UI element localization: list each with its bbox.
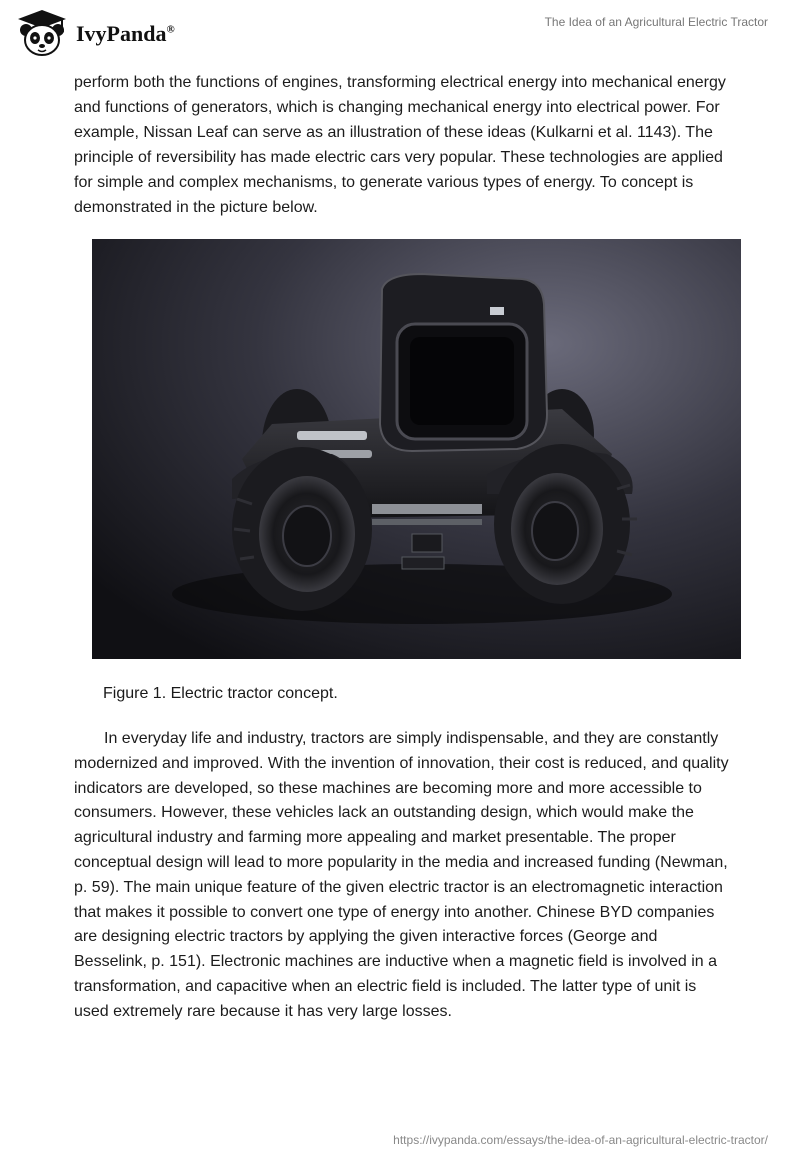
figure-caption: Figure 1. Electric tractor concept.	[103, 685, 338, 702]
panda-graduate-icon	[14, 8, 70, 58]
brand-name: IvyPanda®	[76, 21, 175, 46]
main-paragraph: In everyday life and industry, tractors are simply indispensable, and they are constantly modernized and improved. With the invention of innovation, their cost is reduced, and quality indicators are developed, so these machines are becoming more and more accessible to consumers. However, these vehicles lack an outstanding design, which would make the agricultural industry and farming more appealing and market presentable. The proper conceptual design will lead to more popularity in the media and increased funding (Newman, p. 59). The main unique feature of the given electric tractor is an electromagnetic interaction that makes it possible to convert one type of energy into another. Chinese BYD companies are designing electric tractors by applying the given interactive forces (George and Besselink, p. 151). Electronic machines are inductive when a magnetic field is involved in a transformation, and capacitive when an electric field is included. The latter type of unit is used extremely rare because it has very large losses.	[74, 730, 729, 1020]
page-header	[0, 0, 800, 62]
intro-section	[74, 70, 734, 220]
main-section	[74, 727, 734, 1025]
source-url-link[interactable]: https://ivypanda.com/essays/the-idea-of-an-agricultural-electric-tractor/	[393, 1133, 768, 1147]
intro-paragraph: perform both the functions of engines, transforming electrical energy into mechanical energy and functions of generators, which is changing mechanical energy into electrical power. For example, Nissan Leaf can serve as an illustration of these ideas (Kulkarni et al. 1143). The principle of reversibility has made electric cars very popular. These technologies are applied for simple and complex mechanisms, to generate various types of energy. To concept is demonstrated in the picture below.	[74, 74, 726, 216]
document-title: The Idea of an Agricultural Electric Tractor	[544, 15, 768, 29]
tractor-figure	[92, 239, 741, 659]
ivypanda-logo[interactable]	[14, 8, 175, 58]
electric-tractor-image	[92, 239, 741, 659]
